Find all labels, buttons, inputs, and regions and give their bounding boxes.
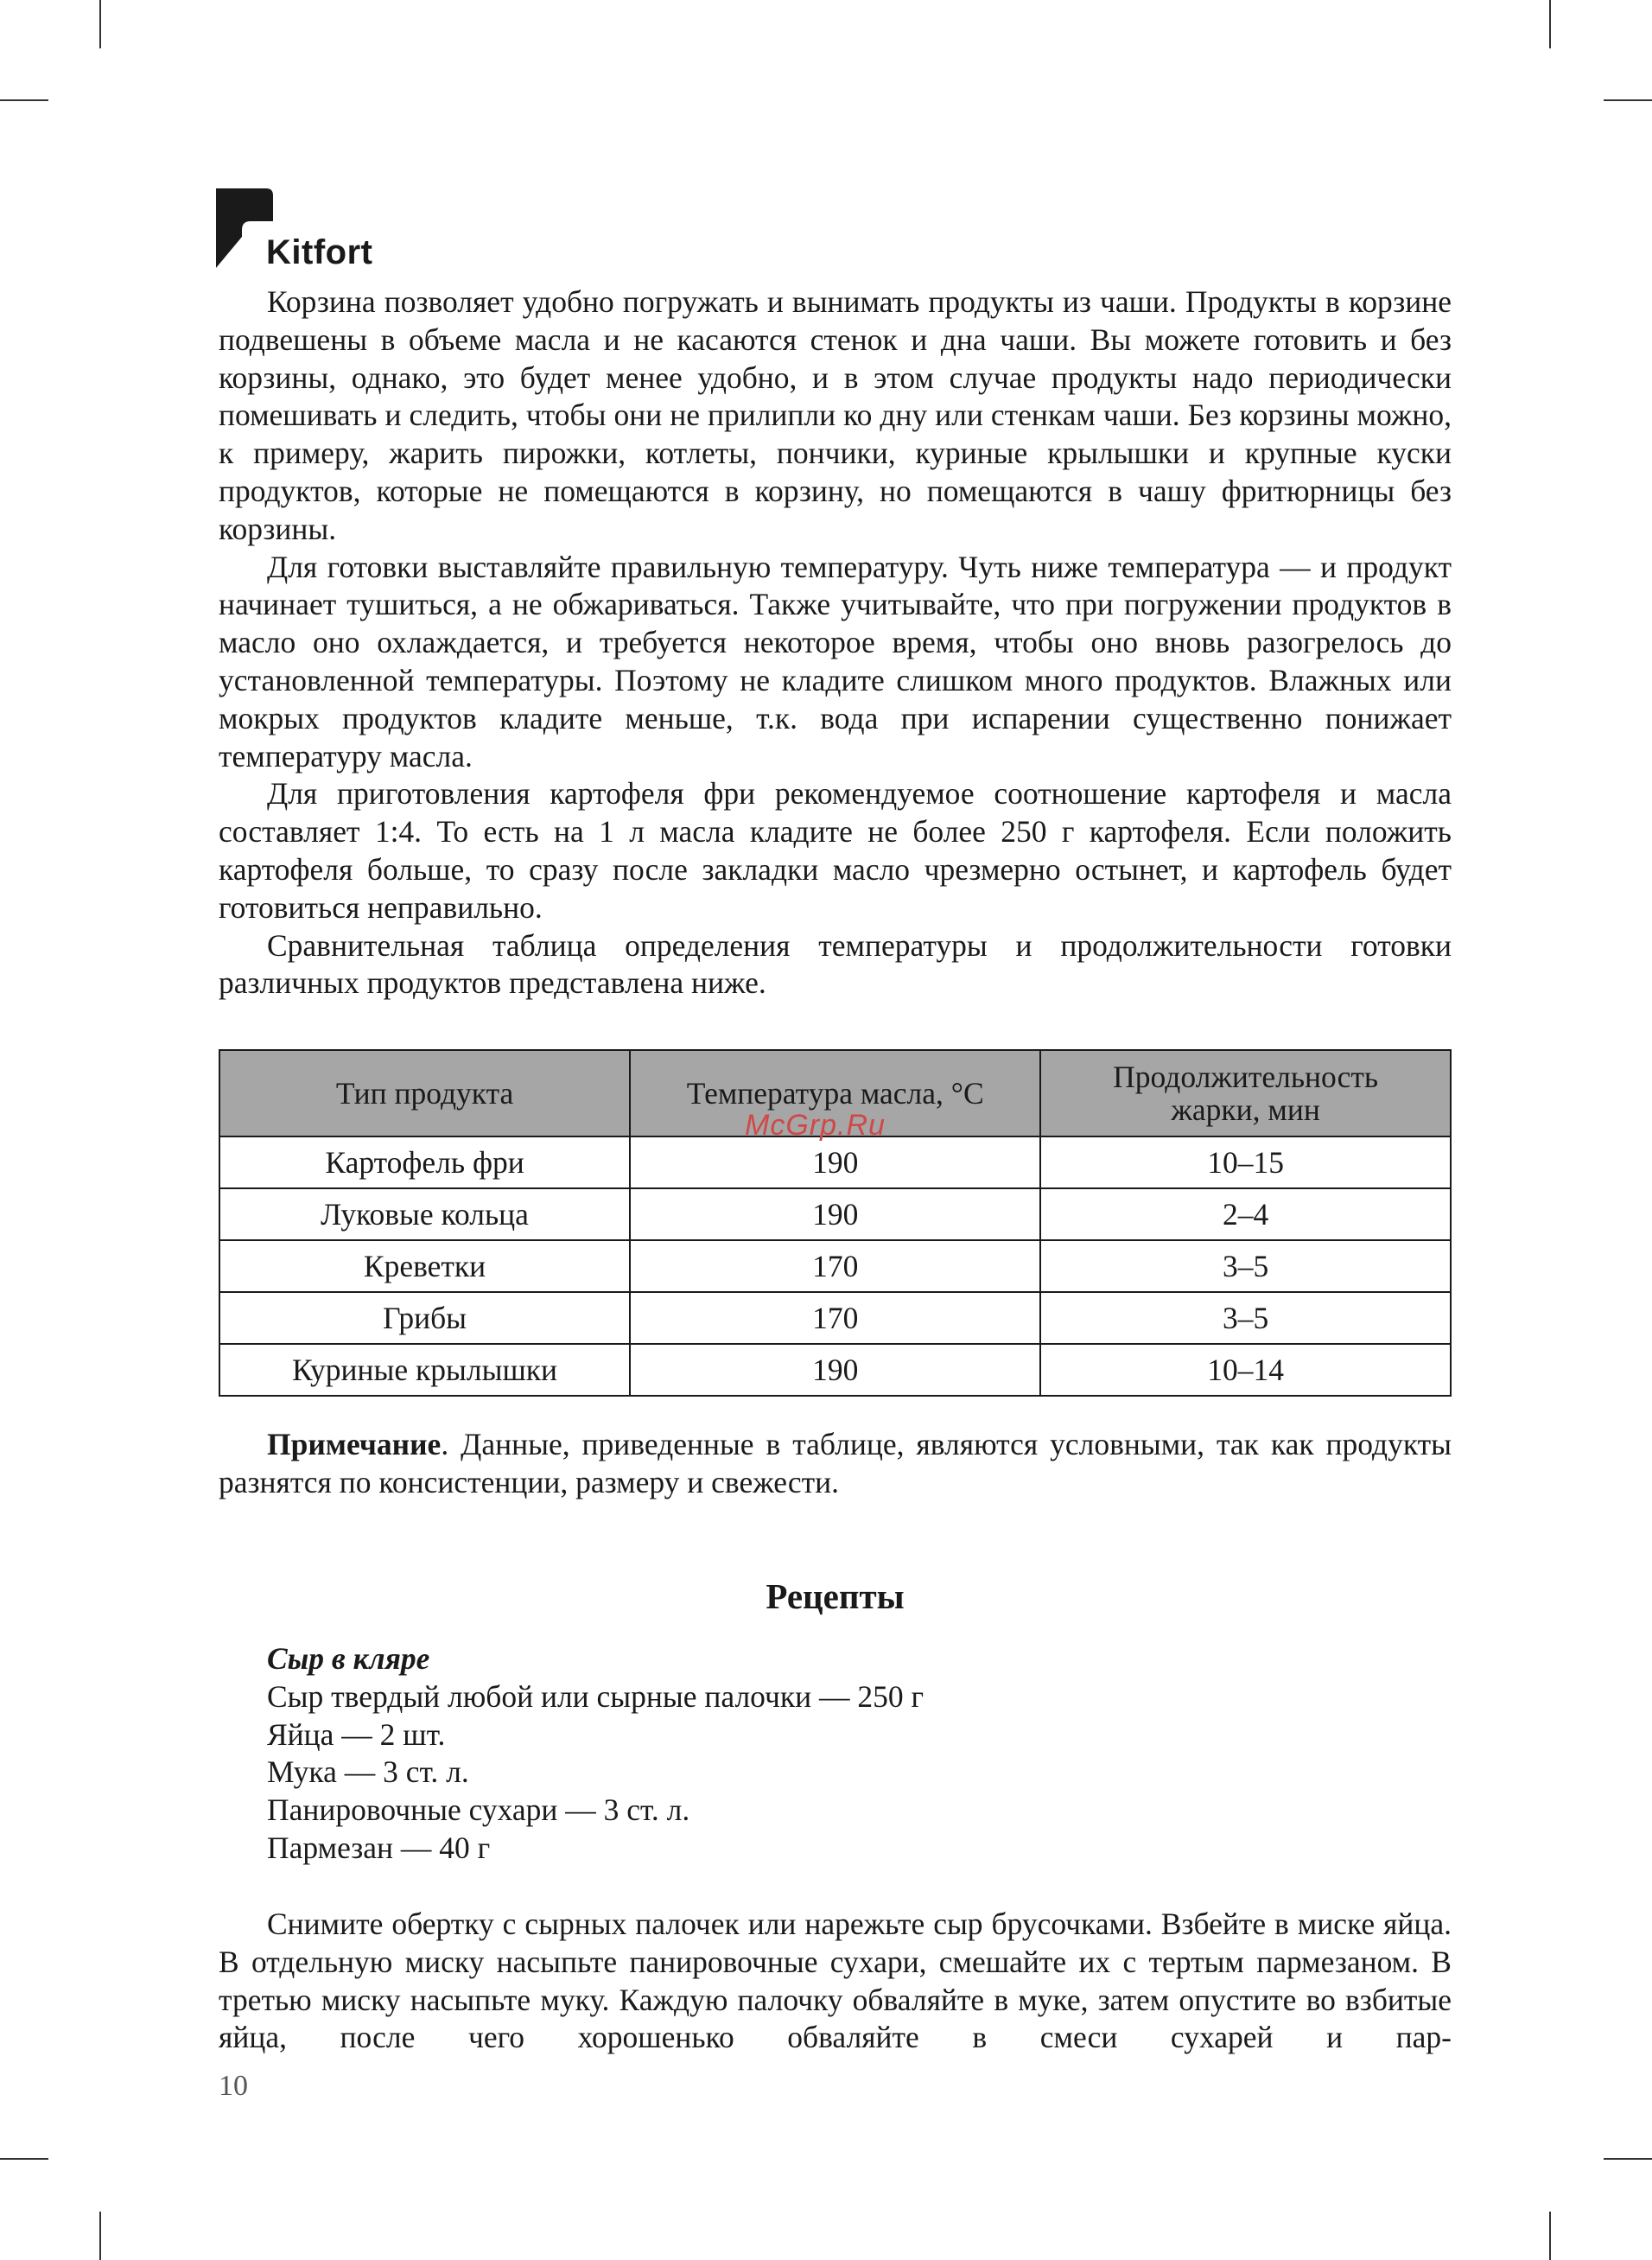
paragraph: Для готовки выставляйте правильную температуру. Чуть ниже температура — и продукт начинает тушиться, а не обжариваться. Также учитывайте, что при погружении продуктов в масло оно охлаждается, и требуется некоторое время, чтобы оно вновь разогрелось до установленной температуры. Поэтому не кладите слишком много продуктов. Влажных или мокрых продуктов кладите меньше, т.к. вода при испарении существенно понижает температуру масла. bbox=[219, 549, 1452, 773]
table-row bbox=[219, 1344, 1451, 1396]
page-number: 10 bbox=[219, 2070, 248, 2102]
brand-logo bbox=[216, 188, 389, 275]
table-row bbox=[219, 1188, 1451, 1240]
crop-mark bbox=[1549, 2212, 1551, 2260]
ingredient: Пармезан — 40 г bbox=[267, 1830, 491, 1865]
table-row bbox=[219, 1240, 1451, 1292]
table-cell: 10–14 bbox=[1040, 1344, 1451, 1396]
paragraph: Сравнительная таблица определения температуры и продолжительности готовки различных продуктов представлена ниже. bbox=[219, 927, 1452, 1001]
table-cell: 170 bbox=[630, 1292, 1040, 1344]
table-row bbox=[219, 1136, 1451, 1188]
crop-mark bbox=[99, 0, 101, 48]
table-cell: Луковые кольца bbox=[219, 1188, 630, 1240]
crop-mark bbox=[0, 2158, 48, 2160]
note-paragraph bbox=[219, 1426, 1452, 1502]
table-cell: 170 bbox=[630, 1240, 1040, 1292]
ingredient: Мука — 3 ст. л. bbox=[267, 1754, 469, 1790]
note-label: Примечание bbox=[267, 1427, 442, 1461]
crop-mark bbox=[99, 2212, 101, 2260]
crop-mark bbox=[1604, 2158, 1652, 2160]
frying-table bbox=[219, 1049, 1452, 1397]
recipe-title: Сыр в кляре bbox=[267, 1641, 430, 1676]
header-product-type: Тип продукта bbox=[219, 1050, 630, 1136]
table-cell: Картофель фри bbox=[219, 1136, 630, 1188]
table-row bbox=[219, 1292, 1451, 1344]
table-cell: 190 bbox=[630, 1344, 1040, 1396]
crop-mark bbox=[1549, 0, 1551, 48]
crop-mark bbox=[1604, 99, 1652, 101]
crop-mark bbox=[0, 99, 48, 101]
table-cell: 3–5 bbox=[1040, 1292, 1451, 1344]
kitfort-logo-icon bbox=[216, 188, 273, 268]
table-cell: 2–4 bbox=[1040, 1188, 1451, 1240]
paragraph: Для приготовления картофеля фри рекомендуемое соотношение картофеля и масла составляет 1:4. То есть на 1 л масла кладите не более 250 г картофеля. Если положить картофеля больше, то сразу после закладки масло чрезмерно остынет, и картофель будет готовиться неправильно. bbox=[219, 776, 1452, 925]
table-cell: 190 bbox=[630, 1136, 1040, 1188]
method-paragraph: Снимите обертку с сырных палочек или нарежьте сыр брусочками. Взбейте в миске яйца. В отдельную миску насыпьте панировочные сухари, смешайте их с тертым пармезаном. В третью миску насыпьте муку. Каждую палочку обваляйте в муке, затем опустите во взбитые яйца, после чего хорошенько обваляйте в смеси сухарей и пар- bbox=[219, 1907, 1452, 2055]
brand-name: Kitfort bbox=[266, 233, 373, 271]
header-frying-time: Продолжительность жарки, мин bbox=[1040, 1050, 1451, 1136]
recipes-heading: Рецепты bbox=[766, 1576, 905, 1616]
ingredient: Яйца — 2 шт. bbox=[267, 1716, 446, 1752]
intro-text bbox=[219, 283, 1452, 1003]
watermark: McGrp.Ru bbox=[745, 1109, 886, 1142]
table-cell: Грибы bbox=[219, 1292, 630, 1344]
table-cell: Куриные крылышки bbox=[219, 1344, 630, 1396]
ingredient: Сыр твердый любой или сырные палочки — 250 г bbox=[267, 1678, 924, 1714]
table-cell: 3–5 bbox=[1040, 1240, 1451, 1292]
note-text: . Данные, приведенные в таблице, являются условными, так как продукты разнятся по консистенции, размеру и свежести. bbox=[219, 1427, 1452, 1499]
note bbox=[219, 1426, 1452, 1502]
paragraph: Корзина позволяет удобно погружать и вынимать продукты из чаши. Продукты в корзине подвешены в объеме масла и не касаются стенок и дна чаши. Вы можете готовить и без корзины, однако, это будет менее удобно, и в этом случае продукты надо периодически помешивать и следить, чтобы они не прилипли ко дну или стенкам чаши. Без корзины можно, к примеру, жарить пирожки, котлеты, пончики, куриные крылышки и крупные куски продуктов, которые не помещаются в корзину, но помещаются в чашу фритюрницы без корзины. bbox=[219, 284, 1452, 546]
table-cell: 190 bbox=[630, 1188, 1040, 1240]
header-oil-temperature: Температура масла, °C bbox=[630, 1050, 1040, 1136]
recipe-method bbox=[219, 1906, 1452, 2057]
table-cell: Креветки bbox=[219, 1240, 630, 1292]
recipe-block bbox=[219, 1640, 1452, 1868]
ingredient: Панировочные сухари — 3 ст. л. bbox=[267, 1792, 690, 1828]
table-cell: 10–15 bbox=[1040, 1136, 1451, 1188]
